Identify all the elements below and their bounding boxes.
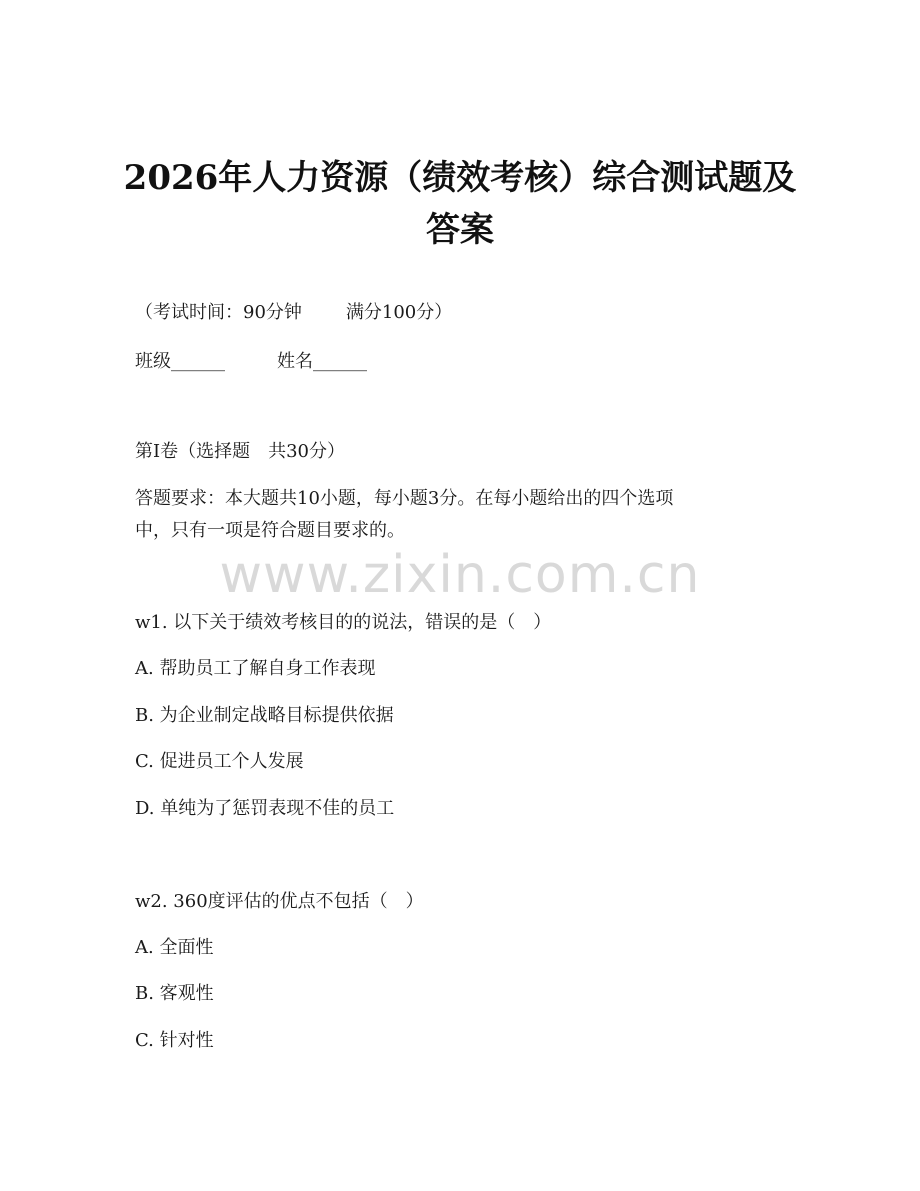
question-option: C. 促进员工个人发展 [135, 751, 304, 772]
exam-info [135, 300, 452, 326]
section-heading: 第Ⅰ卷（选择题 共30分） [135, 441, 346, 462]
question-option: B. 为企业制定战略目标提供依据 [135, 705, 394, 726]
section-instructions-line2: 中，只有一项是符合题目要求的。 [135, 520, 405, 541]
exam-time: （考试时间：90分钟 [135, 302, 302, 323]
question-option: D. 单纯为了惩罚表现不佳的员工 [135, 798, 395, 819]
exam-score: 满分100分） [345, 302, 453, 323]
document-title-line1: 2026年人力资源（绩效考核）综合测试题及 [123, 158, 797, 198]
question-stem: w1. 以下关于绩效考核目的的说法，错误的是（ ） [135, 612, 552, 633]
watermark: www.zixin.com.cn [219, 545, 701, 605]
student-info [135, 349, 367, 375]
question-stem: w2. 360度评估的优点不包括（ ） [135, 891, 424, 912]
class-field-label: 班级______ [135, 351, 225, 372]
section-instructions-line1: 答题要求：本大题共10小题，每小题3分。在每小题给出的四个选项 [135, 488, 674, 509]
question-option: A. 全面性 [135, 937, 214, 958]
document-title-line2: 答案 [426, 210, 494, 250]
name-field-label: 姓名______ [277, 351, 367, 372]
question-option: B. 客观性 [135, 983, 214, 1004]
question-option: C. 针对性 [135, 1030, 214, 1051]
question-option: A. 帮助员工了解自身工作表现 [135, 658, 376, 679]
